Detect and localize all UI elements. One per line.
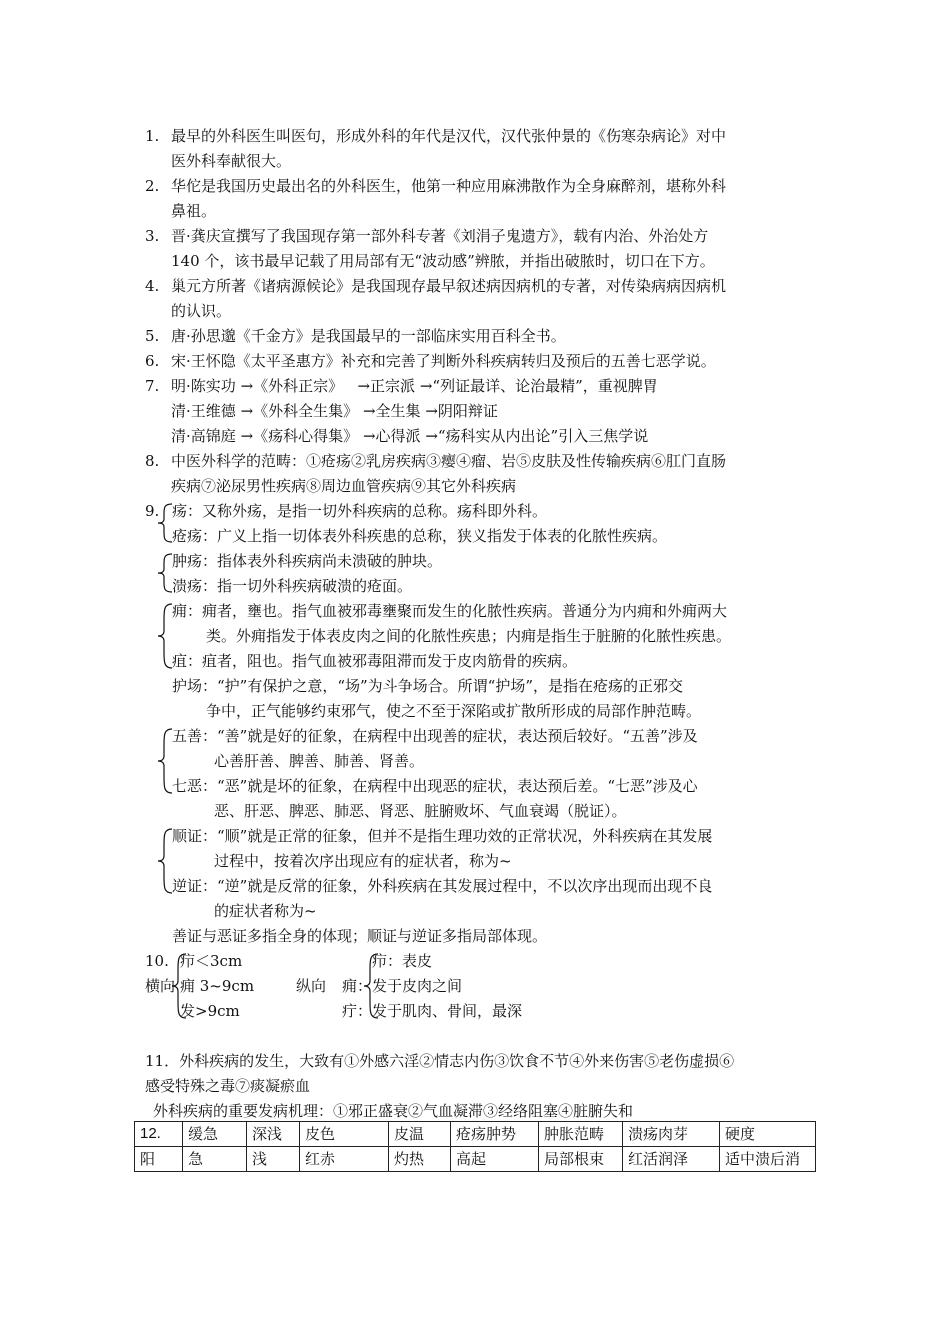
arrow-right-icon: →	[425, 427, 438, 445]
arrow-right-icon: →	[240, 377, 254, 395]
table-cell: 阳	[135, 1147, 183, 1172]
item-9-number: 9.	[145, 502, 160, 520]
definition-yong-continued: 类。外痈指发于体表皮肉之间的化脓性疾患；内痈是指生于脏腑的化脓性疾患。	[206, 627, 732, 645]
definition-nizheng-continued: 的症状者称为~	[214, 902, 317, 920]
left-brace-icon	[170, 952, 188, 1020]
definition-qie-continued: 恶、肝恶、脾恶、肺恶、肾恶、脏腑败坏、气血衰竭（脱证）。	[214, 802, 627, 820]
definition-qie: 七恶：“恶”就是坏的征象，在病程中出现恶的症状，表达预后差。“七恶”涉及心	[172, 777, 698, 795]
item-7-row-3: 清·高锦庭 →《疡科心得集》 →心得派 →“疡科实从内出论”引入三焦学说	[171, 427, 649, 445]
table-header-cell: 12.	[135, 1122, 183, 1147]
item-10-number: 10.	[145, 952, 169, 970]
definition-ju: 疽：疽者，阻也。指气血被邪毒阻滞而发于皮肉筋骨的疾病。	[172, 652, 578, 670]
item-3: 3. 晋·龚庆宣撰写了我国现存第一部外科专著《刘涓子鬼遗方》，载有内治、外治处方	[145, 227, 709, 245]
left-brace-icon	[156, 552, 174, 594]
definition-nizheng: 逆证：“逆”就是反常的征象，外科疾病在其发展过程中，不以次序出现而出现不良	[172, 877, 713, 895]
arrow-right-icon: →	[240, 427, 254, 445]
horizontal-label: 横向	[145, 977, 176, 995]
table-header-cell: 硬度	[720, 1122, 816, 1147]
item-7-number: 7.	[145, 377, 160, 395]
depth-ding: 疔：发于肌肉、骨间，最深	[342, 1002, 523, 1020]
item-2-continued: 鼻祖。	[171, 202, 217, 220]
item-8-continued: 疾病⑦泌尿男性疾病⑧周边血管疾病⑨其它外科疾病	[171, 477, 517, 495]
table-cell: 局部根束	[539, 1147, 623, 1172]
item-4: 4. 巢元方所著《诸病源候论》是我国现存最早叙述病因病机的专著，对传染病病因病机	[145, 277, 727, 295]
table-header-row	[135, 1122, 816, 1147]
left-brace-icon	[156, 727, 174, 795]
item-3-continued: 140 个，该书最早记载了用局部有无“波动感”辨脓，并指出破脓时，切口在下方。	[171, 252, 715, 270]
table-header-cell: 深浅	[247, 1122, 300, 1147]
definition-kuiyang: 溃疡：指一切外科疾病破溃的疮面。	[172, 577, 413, 595]
definition-zhongyang: 肿疡：指体表外科疾病尚未溃破的肿块。	[172, 552, 443, 570]
definition-wushan: 五善：“善”就是好的征象，在病程中出现善的症状，表达预后较好。“五善”涉及	[172, 727, 698, 745]
definition-huchang-continued: 争中，正气能够约束邪气，使之不至于深陷或扩散所形成的局部作肿范畴。	[206, 702, 702, 720]
yin-yang-table	[134, 1121, 816, 1172]
pathogenesis-line: 外科疾病的重要发病机理：①邪正盛衰②气血凝滞③经络阻塞④脏腑失和	[153, 1102, 634, 1120]
item-8: 8. 中医外科学的范畴：①疮疡②乳房疾病③瘿④瘤、岩⑤皮肤及性传输疾病⑥肛门直肠	[145, 452, 727, 470]
summary-note: 善证与恶证多指全身的体现；顺证与逆证多指局部体现。	[172, 927, 548, 945]
arrow-right-icon: →	[419, 377, 433, 395]
size-carbuncle: 痈 3~9cm	[180, 977, 255, 995]
left-brace-icon	[156, 827, 174, 895]
left-brace-icon	[156, 502, 174, 544]
arrow-right-icon: →	[240, 402, 254, 420]
definition-wushan-continued: 心善肝善、脾善、肺善、肾善。	[214, 752, 425, 770]
item-1-continued: 医外科奉献很大。	[171, 152, 292, 170]
definition-huchang: 护场：“护”有保护之意，“场”为斗争场合。所谓“护场”，是指在疮疡的正邪交	[172, 677, 684, 695]
item-7-row-1: 明·陈实功 →《外科正宗》 →正宗派 →“列证最详、论治最精”，重视脾胃	[171, 377, 658, 395]
item-5: 5. 唐·孙思邈《千金方》是我国最早的一部临床实用百科全书。	[145, 327, 566, 345]
table-cell: 急	[183, 1147, 247, 1172]
table-header-cell: 肿胀范畴	[539, 1122, 623, 1147]
definition-yong: 痈：痈者，壅也。指气血被邪毒壅聚而发生的化脓性疾病。普通分为内痈和外痈两大	[172, 602, 728, 620]
depth-furuncle: 疖：表皮	[372, 952, 433, 970]
left-brace-icon	[362, 952, 380, 1020]
item-7-row-2: 清·王维德 →《外科全生集》 →全生集 →阴阳辩证	[171, 402, 498, 420]
size-furuncle: 疖＜3cm	[180, 952, 243, 970]
arrow-right-icon: →	[362, 402, 376, 420]
item-11-continued: 感受特殊之毒⑦痰凝瘀血	[145, 1077, 311, 1095]
definition-chuangyang: 疮疡：广义上指一切体表外科疾患的总称，狭义指发于体表的化脓性疾病。	[172, 527, 668, 545]
table-cell: 高起	[451, 1147, 539, 1172]
definition-shunzheng-continued: 过程中，按着次序出现应有的症状者，称为~	[214, 852, 512, 870]
table-cell: 适中溃后消	[720, 1147, 816, 1172]
table-header-cell: 疮疡肿势	[451, 1122, 539, 1147]
item-1: 1. 最早的外科医生叫医句，形成外科的年代是汉代，汉代张仲景的《伤寒杂病论》对中	[145, 127, 727, 145]
table-header-cell: 缓急	[183, 1122, 247, 1147]
table-header-cell: 皮色	[300, 1122, 389, 1147]
arrow-right-icon: →	[357, 377, 371, 395]
size-fa: 发>9cm	[180, 1002, 240, 1020]
table-row	[135, 1147, 816, 1172]
depth-carbuncle: 痈：发于皮肉之间	[342, 977, 463, 995]
item-2: 2. 华佗是我国历史最出名的外科医生，他第一种应用麻沸散作为全身麻醉剂，堪称外科	[145, 177, 727, 195]
definition-yang: 疡：又称外疡，是指一切外科疾病的总称。疡科即外科。	[172, 502, 548, 520]
arrow-right-icon: →	[362, 427, 376, 445]
arrow-right-icon: →	[425, 402, 438, 420]
table-header-cell: 溃疡肉芽	[623, 1122, 720, 1147]
definition-shunzheng: 顺证：“顺”就是正常的征象，但并不是指生理功效的正常状况，外科疾病在其发展	[172, 827, 713, 845]
table-header-cell: 皮温	[389, 1122, 451, 1147]
table-cell: 红赤	[300, 1147, 389, 1172]
left-brace-icon	[156, 602, 174, 670]
table-cell: 灼热	[389, 1147, 451, 1172]
item-11: 11．外科疾病的发生，大致有①外感六淫②情志内伤③饮食不节④外来伤害⑤老伤虚损⑥	[145, 1052, 735, 1070]
table-cell: 浅	[247, 1147, 300, 1172]
table-cell: 红活润泽	[623, 1147, 720, 1172]
item-4-continued: 的认识。	[171, 302, 232, 320]
item-6: 6. 宋·王怀隐《太平圣惠方》补充和完善了判断外科疾病转归及预后的五善七恶学说。	[145, 352, 716, 370]
vertical-label: 纵向	[296, 977, 327, 995]
